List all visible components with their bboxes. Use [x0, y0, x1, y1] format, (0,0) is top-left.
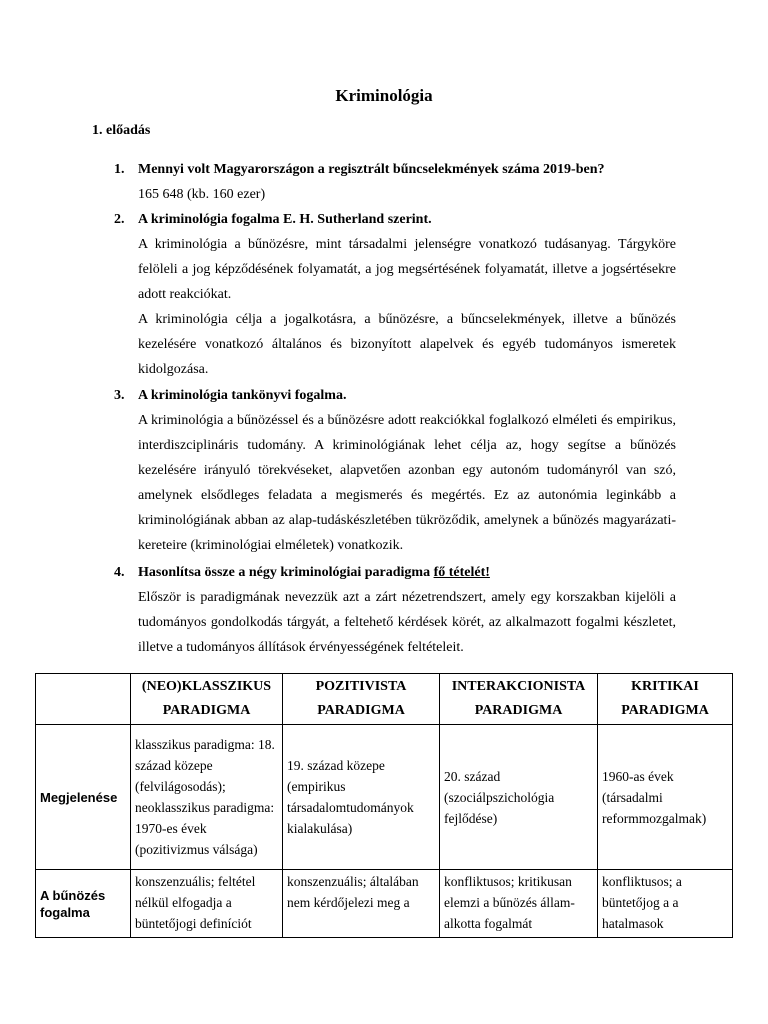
- item-answer: A kriminológia a bűnözéssel és a bűnözésre adott reakciókkal foglalkozó elméleti és empirikus, interdiszciplináris tudomány. A kriminológiának lehet célja az, hogy segítse a bűnözés kezelésére irányuló törekvéseket, alapvetően azonban egy autonóm tudományról van szó, amelynek elsődleges feladata a megismerés és megértés. Ez az autonómia leginkább a kriminológiának abban az alap-tudáskészletében tükröződik, amelynek a bűnözés magyarázati-kereteire (kriminológiai elméletek) vonatkozik.: [138, 413, 676, 553]
- list-item: [114, 207, 676, 382]
- item-question-emphasis: fő tételét!: [433, 565, 490, 580]
- item-question: A kriminológia fogalma E. H. Sutherland szerint.: [138, 212, 432, 227]
- item-question: [138, 560, 676, 585]
- item-number: 2.: [114, 212, 125, 227]
- item-number: 4.: [114, 565, 125, 580]
- item-answer: A kriminológia célja a jogalkotásra, a bűnözésre, a bűncselekmények, illetve a bűnözés kezelésére vonatkozó általános és bizonyított alapelvek és egyéb tudományos ismeretek kidolgozása.: [138, 312, 676, 377]
- list-item: [114, 560, 676, 660]
- table-cell: konfliktusos; a büntetőjog a a hatalmasok: [598, 870, 733, 938]
- table-cell: klasszikus paradigma: 18. század közepe (felvilágosodás); neoklasszikus paradigma: 1970-es évek (pozitivizmus válsága): [131, 725, 283, 870]
- item-number: 3.: [114, 388, 125, 403]
- table-row: [36, 725, 733, 870]
- table-cell: konszenzuális; általában nem kérdőjelezi meg a: [283, 870, 440, 938]
- item-question: A kriminológia tankönyvi fogalma.: [138, 388, 347, 403]
- table-header-row: [36, 674, 733, 725]
- list-item: [114, 157, 676, 207]
- page-title: Kriminológia: [335, 86, 433, 105]
- lecture-heading: 1. előadás: [92, 123, 151, 138]
- table-cell: 19. század közepe (empirikus társadalomtudományok kialakulása): [283, 725, 440, 870]
- table-row-label: A bűnözés fogalma: [36, 870, 131, 938]
- paradigm-table: [35, 673, 733, 938]
- item-answer: A kriminológia a bűnözésre, mint társadalmi jelenségre vonatkozó tudásanyag. Tárgyköre felöleli a jog képződésének folyamatát, a jog megsértésének folyamatát, illetve a jogsértésekre adott reakciókat.: [138, 237, 676, 302]
- list-item: [114, 383, 676, 558]
- item-question-text: Hasonlítsa össze a négy kriminológiai paradigma: [138, 565, 431, 580]
- table-header-interakcionista: INTERAKCIONISTA PARADIGMA: [440, 674, 598, 725]
- table-row: [36, 870, 733, 938]
- table-header-corner: [36, 674, 131, 725]
- item-answer: 165 648 (kb. 160 ezer): [138, 187, 266, 202]
- table-header-neoklasszikus: (NEO)KLASSZIKUS PARADIGMA: [131, 674, 283, 725]
- table-cell: 1960-as évek (társadalmi reformmozgalmak): [598, 725, 733, 870]
- table-header-kritikai: KRITIKAI PARADIGMA: [598, 674, 733, 725]
- item-question: Mennyi volt Magyarországon a regisztrált bűncselekmények száma 2019-ben?: [138, 162, 605, 177]
- table-row-label: Megjelenése: [36, 725, 131, 870]
- table-cell: konfliktusos; kritikusan elemzi a bűnözés állam-alkotta fogalmát: [440, 870, 598, 938]
- item-answer: Először is paradigmának nevezzük azt a zárt nézetrendszert, amely egy korszakban kijelöli a tudományos gondolkodás tárgyát, a feltehető kérdések körét, az alkalmazott fogalmi készletet, illetve a tudományos állítások érvényességének feltételeit.: [138, 590, 676, 655]
- table-header-pozitivista: POZITIVISTA PARADIGMA: [283, 674, 440, 725]
- table-cell: 20. század (szociálpszichológia fejlődése): [440, 725, 598, 870]
- table-cell: konszenzuális; feltétel nélkül elfogadja a büntetőjogi definíciót: [131, 870, 283, 938]
- item-number: 1.: [114, 162, 125, 177]
